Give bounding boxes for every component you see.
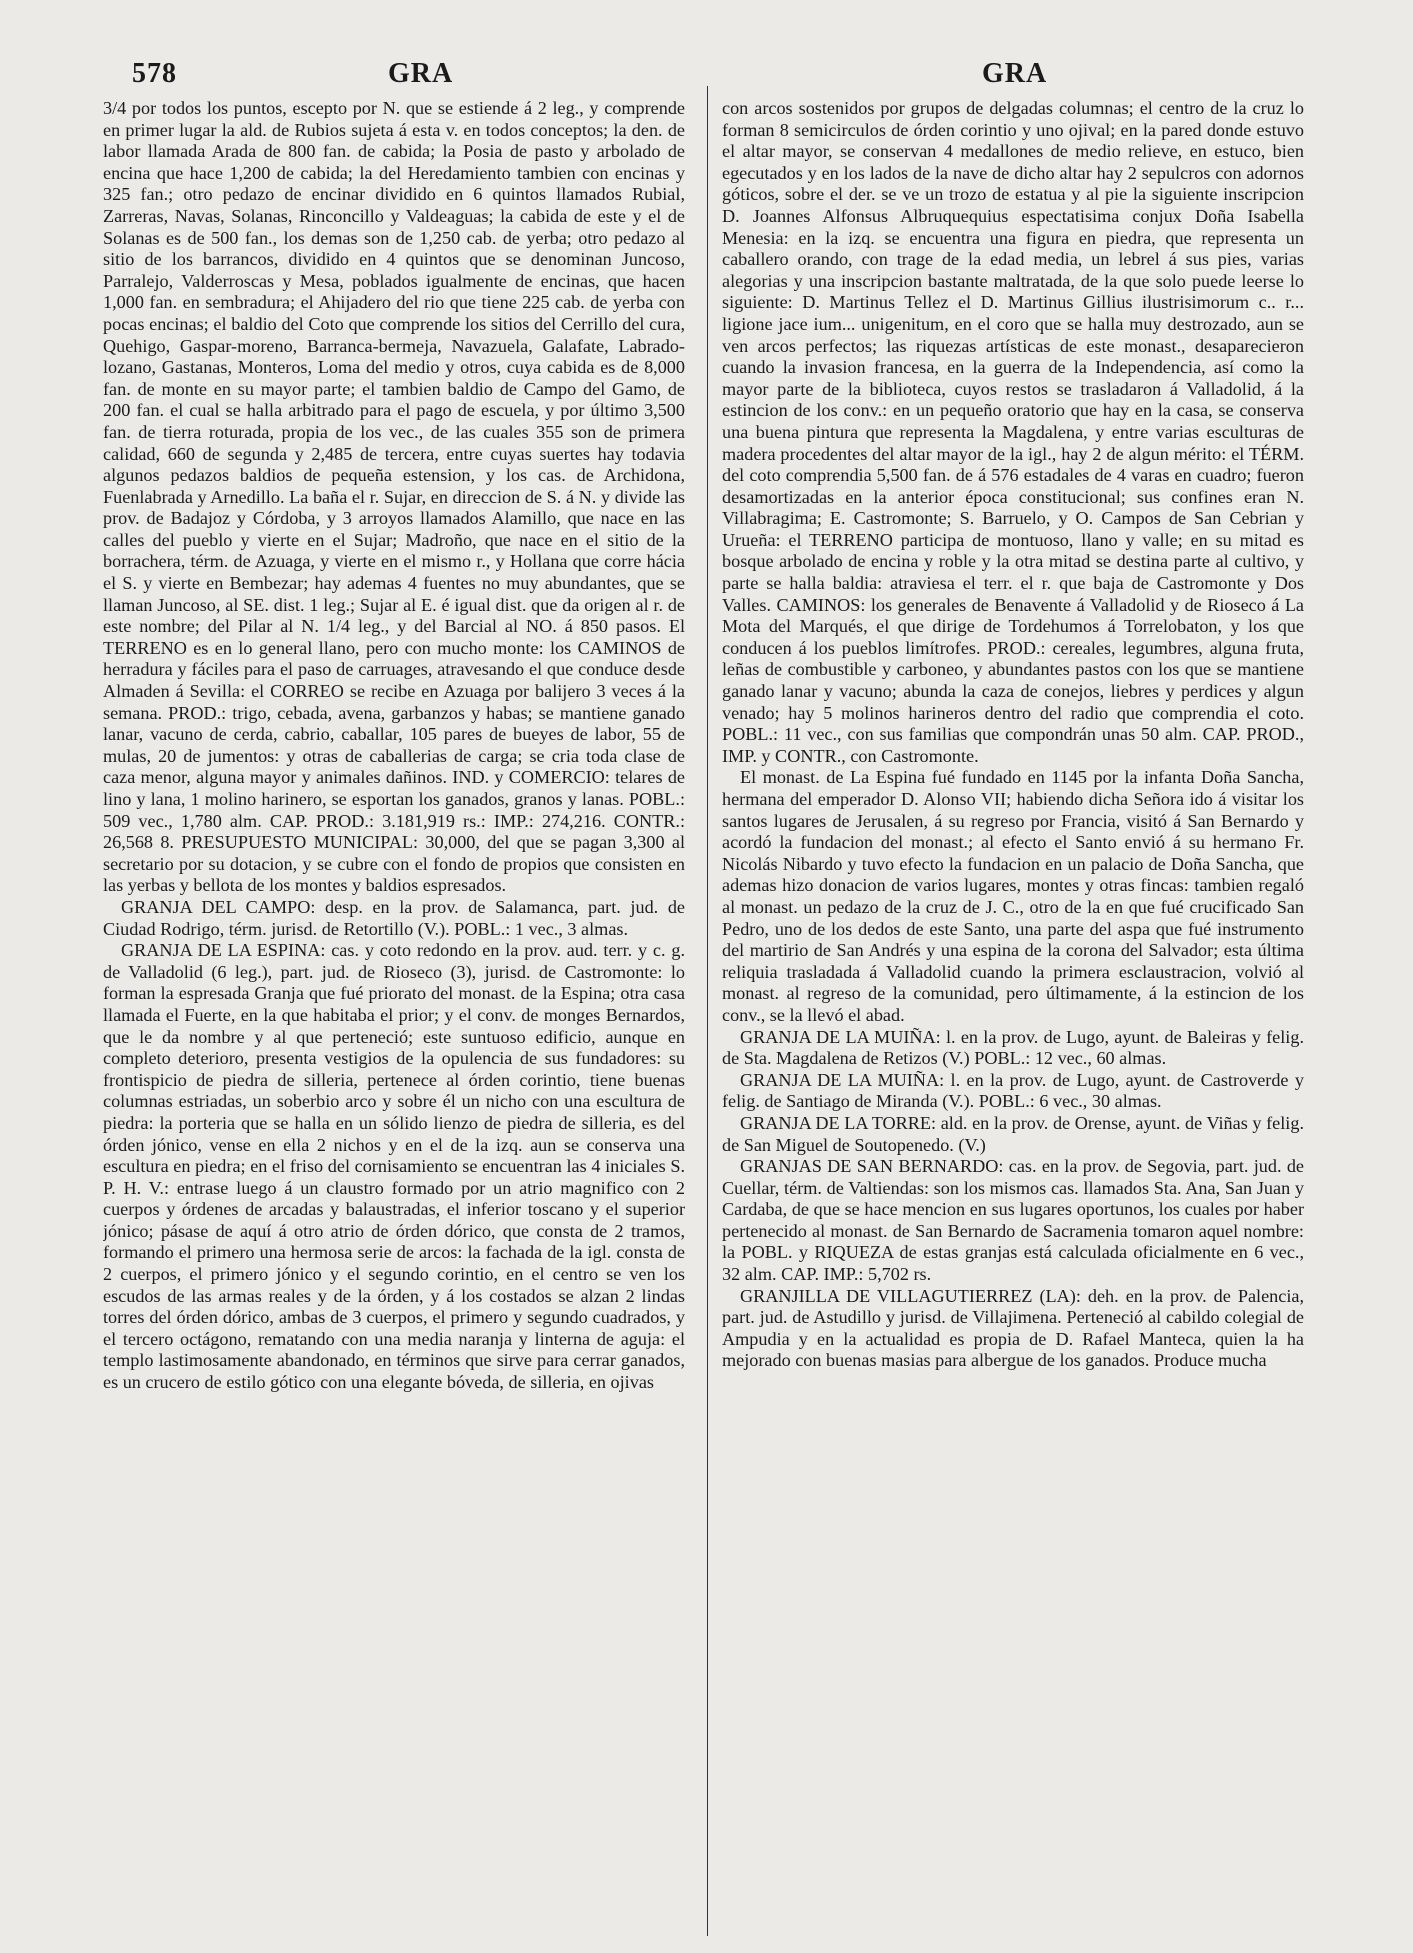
entry-granjilla-de-villagutierrez: GRANJILLA DE VILLAGUTIERREZ (LA): deh. en la prov. de Palencia, part. jud. de Astudillo y jurisd. de Villajimena. Perteneció al cabildo colegial de Ampudia y en la actualidad es propia de D. Rafael Manteca, quien la ha mejorado con buenas masias para albergue de los ganados. Produce mucha [722, 1285, 1304, 1371]
entry-granja-del-campo: GRANJA DEL CAMPO: desp. en la prov. de Salamanca, part. jud. de Ciudad Rodrigo, térm. jurisd. de Retortillo (V.). POBL.: 1 vec., 3 almas. [103, 896, 685, 939]
entry-espina-continuation: con arcos sostenidos por grupos de delgadas columnas; el centro de la cruz lo forman 8 semicirculos de órden corintio y uno ojival; en la pared donde estuvo el altar mayor, se conservan 4 medallones de medio relieve, en estuco, bien egecutados y en los lados de la nave de dicho altar hay 2 sepulcros con adornos góticos, sobre el der. se ve un trozo de estatua y al pie la siguiente inscripcion D. Joannes Alfonsus Albruquequius espectatisima conjux Doña Isabella Menesia: en la izq. se encuentra una figura en piedra, que representa un caballero orando, con trage de la edad media, un lebrel á sus pies, varias alegorias y una inscripcion bastante maltratada, de la que solo puede leerse lo siguiente: D. Martinus Tellez el D. Martinus Gillius ilustrisimorum c.. r... ligione jace ium... unigenitum, en el coro que se halla muy destrozado, aun se ven arcos perfectos; las riquezas artísticas de este monast., desaparecieron cuando la invasion francesa, en la guerra de la Independencia, así como la mayor parte de la biblioteca, cuyos restos se trasladaron á Valladolid, á la estincion de los conv.: en un pequeño oratorio que hay en la casa, se conserva una buena pintura que representa la Magdalena, y entre varias esculturas de madera procedentes del altar mayor de la igl., hay 2 de algun mérito: el TÉRM. del coto comprendia 5,500 fan. de á 576 estadales de 4 varas en cuadro; fueron desamortizadas en la anterior época constitucional; sus confines eran N. Villabragima; E. Castromonte; S. Barruelo, y O. Campos de San Cebrian y Urueña: el TERRENO participa de montuoso, llano y valle; en su mitad es bosque arbolado de encina y roble y la otra mitad se destina parte al cultivo, y parte se halla baldia: atraviesa el terr. el r. que baja de Castromonte y Dos Valles. CAMINOS: los generales de Benavente á Valladolid y de Rioseco á La Mota del Marqués, el que dirige de Tordehumos á Torrelobaton, y los que conducen á los pueblos limítrofes. PROD.: cereales, legumbres, alguna fruta, leñas de combustible y carboneo, y abundantes pastos con los que se mantiene ganado lanar y vacuno; abunda la caza de conejos, liebres y perdices y algun venado; hay 5 molinos harineros dentro del radio que comprendia el coto. POBL.: 11 vec., con sus familias que compondrán unas 50 alm. CAP. PROD., IMP. y CONTR., con Castromonte. [722, 98, 1304, 766]
right-running-head: GRA [982, 58, 1048, 89]
right-column [722, 98, 1304, 1936]
entry-granja-de-la-muina-1: GRANJA DE LA MUIÑA: l. en la prov. de Lugo, ayunt. de Baleiras y felig. de Sta. Magdalena de Retizos (V.) POBL.: 12 vec., 60 almas. [722, 1026, 1304, 1069]
left-column [103, 98, 685, 1936]
entry-granja-de-la-torre: GRANJA DE LA TORRE: ald. en la prov. de Orense, ayunt. de Viñas y felig. de San Miguel de Soutopenedo. (V.) [722, 1112, 1304, 1155]
entry-granja-de-la-espina: GRANJA DE LA ESPINA: cas. y coto redondo en la prov. aud. terr. y c. g. de Valladolid (6 leg.), part. jud. de Rioseco (3), jurisd. de Castromonte: lo forman la espresada Granja que fué priorato del monast. de la Espina; otra casa llamada el Fuerte, en la que habitaba el prior; y el conv. de monges Bernardos, que le da nombre y al que perteneció; este suntuoso edificio, aunque en completo deterioro, presenta vestigios de la opulencia de sus fundadores: su frontispicio de piedra de silleria, pertenece al órden corintio, tiene buenas columnas estriadas, un soberbio arco y sobre él un nicho con una escultura de piedra: la porteria que se halla en un sólido lienzo de piedra de silleria, es del órden jónico, vense en ella 2 nichos y en el de la izq. aun se conserva una escultura en piedra; en el friso del cornisamiento se encuentran las 4 iniciales S. P. H. V.: entrase luego á un claustro formado por un atrio magnifico con 2 cuerpos y órdenes de arcadas y balaustradas, el inferior toscano y el superior jónico; pásase de aquí á otro atrio de órden dórico, que consta de 2 tramos, formando el primero una hermosa serie de arcos: la fachada de la igl. consta de 2 cuerpos, el primero jónico y el segundo corintio, en el centro se ven los escudos de las armas reales y de la órden, y á los costados se alzan 2 lindas torres del órden dórico, ambas de 3 cuerpos, el primero y segundo cuadrados, y el tercero octágono, rematando con una media naranja y linterna de aguja: el templo lastimosamente abandonado, en términos que sirve para cerrar ganados, es un crucero de estilo gótico con una elegante bóveda, de silleria, en ojivas [103, 940, 685, 1393]
entry-continuation: 3/4 por todos los puntos, escepto por N. que se estiende á 2 leg., y comprende en primer lugar la ald. de Rubios sujeta á esta v. en todos conceptos; la den. de labor llamada Arada de 800 fan. de cabida; la Posia de pasto y arbolado de encina que hace 1,200 de cabida; la del Heredamiento tambien con encinas y 325 fan.; otro pedazo de encinar dividido en 6 quintos llamados Rubial, Zarreras, Navas, Solanas, Rinconcillo y Valdeaguas; la cabida de este y el de Solanas es de 500 fan., los demas son de 1,250 cab. de yerba; otro pedazo al sitio de los barrancos, dividido en 4 quintos que se denominan Juncoso, Parralejo, Valderroscas y Mesa, poblados igualmente de encinas, que hacen 1,000 fan. en sembradura; el Ahijadero del rio que tiene 225 cab. de yerba con pocas encinas; el baldio del Coto que comprende los sitios del Cerrillo del cura, Quehigo, Gaspar-moreno, Barranca-bermeja, Navazuela, Galafate, Labrado-lozano, Gastanas, Monteros, Loma del medio y otros, cuya cabida es de 8,000 fan. de monte en su mayor parte; el tambien baldio de Campo del Gamo, de 200 fan. el cual se halla arbitrado para el pago de escuela, y por último 3,500 fan. de tierra roturada, propia de los vec., de las cuales 355 son de primera calidad, 660 de segunda y 2,485 de tercera, entre cuyas suertes hay todavia algunos pedazos baldios de pequeña estension, y los cas. de Archidona, Fuenlabrada y Arnedillo. La baña el r. Sujar, en direccion de S. á N. y divide las prov. de Badajoz y Córdoba, y 3 arroyos llamados Alamillo, que nace en las calles del pueblo y vierte en el Sujar; Madroño, que nace en el sitio de la borrachera, térm. de Azuaga, y vierte en el mismo r., y Hollana que corre hácia el S. y vierte en Bembezar; hay ademas 4 fuentes no muy abundantes, que se llaman Juncoso, al SE. dist. 1 leg.; Sujar al E. é igual dist. que da origen al r. de este nombre; del Pilar al N. 1/4 leg., y del Barcial al NO. á 850 pasos. El TERRENO es en lo general llano, pero con mucho monte: los CAMINOS de herradura y fáciles para el paso de carruages, atravesando el que conduce desde Almaden á Sevilla: el CORREO se recibe en Azuaga por balijero 3 veces á la semana. PROD.: trigo, cebada, avena, garbanzos y habas; se mantiene ganado lanar, vacuno de cerda, cabrio, caballar, 105 pares de bueyes de labor, 55 de mulas, 20 de jumentos: y otras de caballerias de carga; se cria toda clase de caza menor, alguna mayor y animales dañinos. IND. y COMERCIO: telares de lino y lana, 1 molino harinero, se esportan los ganados, granos y lanas. POBL.: 509 vec., 1,780 alm. CAP. PROD.: 3.181,919 rs.: IMP.: 274,216. CONTR.: 26,568 8. PRESUPUESTO MUNICIPAL: 30,000, del que se pagan 3,300 al secretario por su dotacion, y se cubre con el fondo de propios que consisten en las yerbas y bellota de los montes y baldios espresados. [103, 98, 685, 896]
column-divider [707, 86, 708, 1936]
entry-granja-de-la-muina-2: GRANJA DE LA MUIÑA: l. en la prov. de Lugo, ayunt. de Castroverde y felig. de Santiago de Miranda (V.). POBL.: 6 vec., 30 almas. [722, 1069, 1304, 1112]
entry-espina-history: El monast. de La Espina fué fundado en 1145 por la infanta Doña Sancha, hermana del emperador D. Alonso VII; habiendo dicha Señora ido á visitar los santos lugares de Jerusalen, á su regreso por Francia, visitó á San Bernardo y acordó la fundacion del monast.; al efecto el Santo envió á su hermano Fr. Nicolás Nibardo y tuvo efecto la fundacion en un palacio de Doña Sancha, que ademas hizo donacion de varios lugares, montes y otras fincas: tambien regaló al monast. un pedazo de la cruz de J. C., otro de la en que fué crucificado San Pedro, uno de los dedos de este Santo, una parte del aspa que fué instrumento del martirio de San Andrés y una espina de la corona del Salvador; esta última reliquia trasladada á Valladolid cuando la primera esclaustracion, volvió al monast. al regreso de la comunidad, pero últimamente, á la estincion de los conv., se la llevó el abad. [722, 767, 1304, 1025]
left-running-head: GRA [388, 58, 454, 89]
entry-granjas-de-san-bernardo: GRANJAS DE SAN BERNARDO: cas. en la prov. de Segovia, part. jud. de Cuellar, térm. de Valtiendas: son los mismos cas. llamados Sta. Ana, San Juan y Cardaba, de que se hace mencion en sus lugares oportunos, los cuales por haber pertenecido al monast. de San Bernardo de Sacramenia tomaron aquel nombre: la POBL. y RIQUEZA de estas granjas está calculada oficialmente en 6 vec., 32 alm. CAP. IMP.: 5,702 rs. [722, 1156, 1304, 1285]
page-number: 578 [132, 58, 177, 89]
